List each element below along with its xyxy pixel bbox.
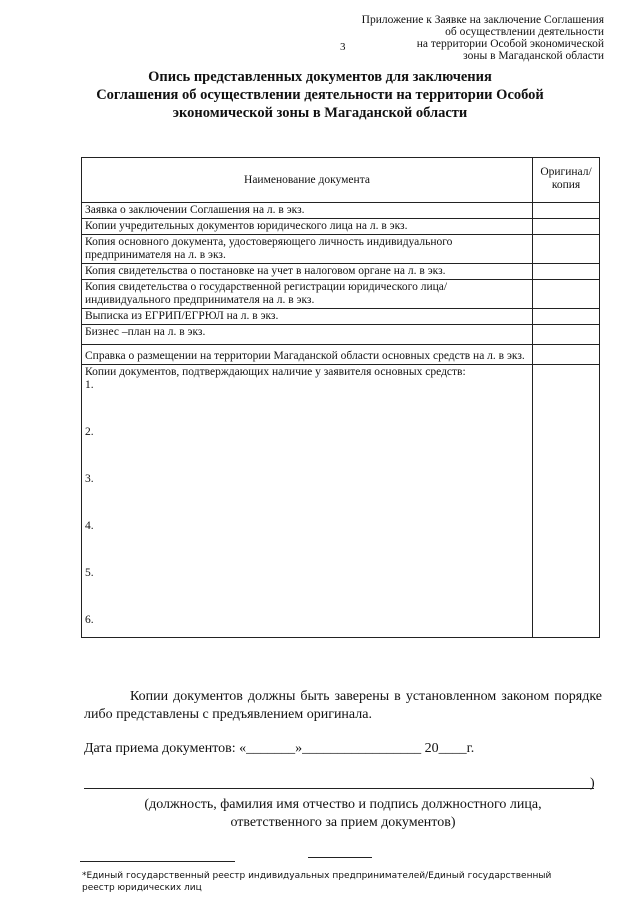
footnote-divider [80,861,235,862]
document-cell: Копии учредительных документов юридического лица на л. в экз. [82,219,533,235]
status-cell[interactable] [533,365,600,638]
header-original-copy [533,158,600,203]
title-line: Опись представленных документов для заключения [148,69,492,85]
header-document-name: Наименование документа [82,158,533,203]
fixed-assets-cell [82,365,533,638]
table-row [82,280,600,309]
documents-table [81,157,600,638]
table-row [82,365,600,638]
list-item-number: 1. [85,379,94,391]
status-cell[interactable] [533,325,600,345]
status-cell[interactable] [533,235,600,264]
appendix-line: об осуществлении деятельности [445,26,604,38]
status-cell[interactable] [533,219,600,235]
signature-caption-line: ответственного за прием документов) [230,815,456,830]
list-item-number: 6. [85,614,94,626]
document-cell: Справка о размещении на территории Магаданской области основных средств на л. в экз. [82,345,533,365]
appendix-line: зоны в Магаданской области [463,50,604,62]
list-item-number: 5. [85,567,94,579]
certification-note: Копии документов должны быть заверены в установленном законом порядке либо представлены с предъявлением оригинала. [84,689,602,722]
document-cell: Бизнес –план на л. в экз. [82,325,533,345]
header-original: Оригинал/ [540,166,592,178]
signature-closing-paren: ) [590,776,595,791]
signature-caption-line: (должность, фамилия имя отчество и подпись должностного лица, [144,797,542,812]
status-cell[interactable] [533,203,600,219]
fixed-assets-heading: Копии документов, подтверждающих наличие у заявителя основных средств: [85,366,466,378]
document-cell: Заявка о заключении Соглашения на л. в экз. [82,203,533,219]
list-item-number: 4. [85,520,94,532]
table-row [82,203,600,219]
document-cell: Копия свидетельства о государственной регистрации юридического лица/индивидуального предпринимателя на л. в экз. [82,280,533,309]
divider [308,857,372,858]
table-row [82,219,600,235]
document-cell: Выписка из ЕГРИП/ЕГРЮЛ на л. в экз. [82,309,533,325]
document-cell: Копия свидетельства о постановке на учет в налоговом органе на л. в экз. [82,264,533,280]
status-cell[interactable] [533,264,600,280]
signature-caption [84,796,602,832]
appendix-line: Приложение к Заявке на заключение Соглашения [361,14,604,26]
status-cell[interactable] [533,280,600,309]
table-row [82,325,600,345]
table-row [82,345,600,365]
table-row [82,264,600,280]
table-row [82,235,600,264]
list-item-number: 2. [85,426,94,438]
page-number: 3 [340,41,346,53]
footnote: *Единый государственный реестр индивидуальных предпринимателей/Единый государственный реестр юридических лиц [82,871,552,893]
signature-line[interactable] [84,788,594,789]
acceptance-date-line[interactable]: Дата приема документов: «_______»_________________ 20____г. [84,741,475,756]
document-title [60,68,580,122]
status-cell[interactable] [533,345,600,365]
appendix-line: на территории Особой экономической [416,38,604,50]
title-line: экономической зоны в Магаданской области [172,105,468,121]
status-cell[interactable] [533,309,600,325]
table-row [82,309,600,325]
document-cell: Копия основного документа, удостоверяющего личность индивидуального предпринимателя на л. в экз. [82,235,533,264]
title-line: Соглашения об осуществлении деятельности на территории Особой [96,87,544,103]
header-copy: копия [551,179,581,191]
appendix-note [324,14,604,62]
table-header-row [82,158,600,203]
list-item-number: 3. [85,473,94,485]
